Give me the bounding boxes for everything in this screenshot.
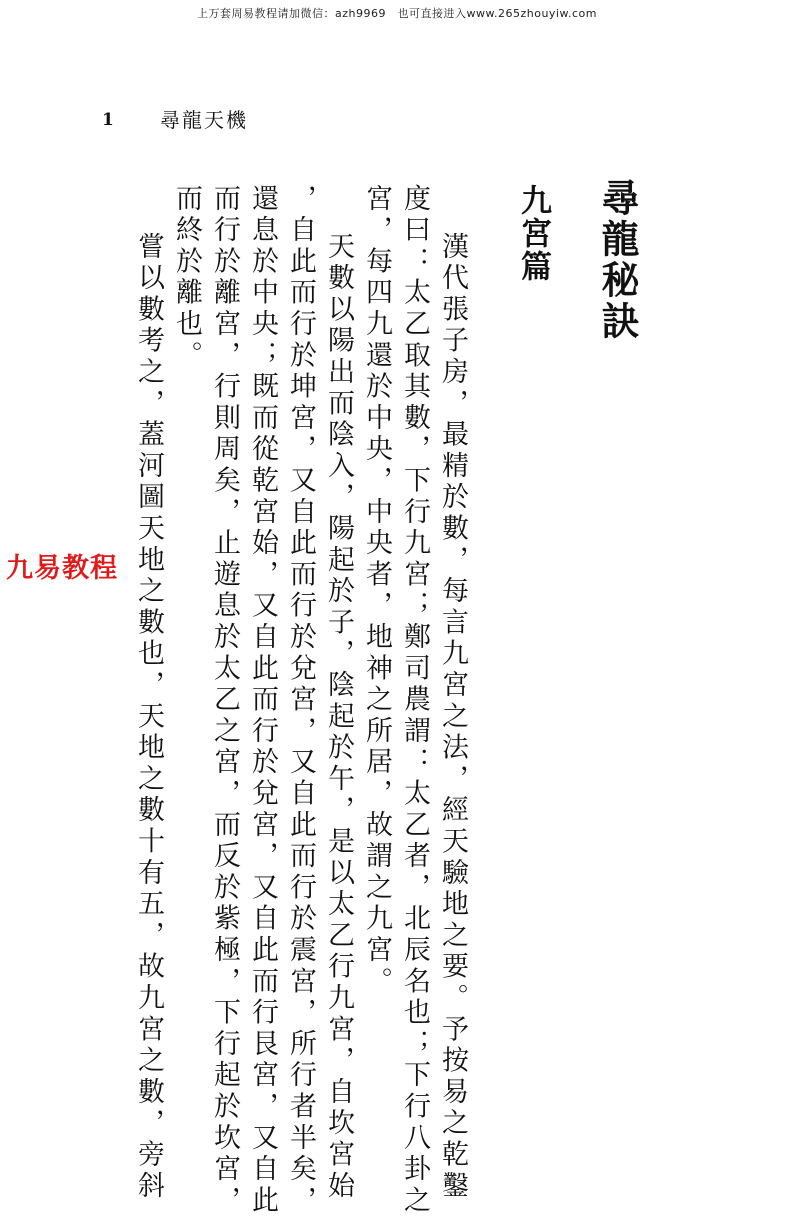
page-number: 1: [102, 110, 114, 130]
body-column-9: 嘗以數考之，蓋河圖天地之數也，天地之數十有五，故九宮之數，旁斜: [133, 232, 164, 1203]
body-column-6: 還息於中央；既而從乾宮始，又自此而行於兌宮，又自此而行艮宮，又自此: [247, 184, 278, 1217]
body-column-5: ，自此而行於坤宮，又自此而行於兌宮，又自此而行於震宮，所行者半矣，: [285, 184, 316, 1217]
running-title: 尋龍天機: [160, 108, 248, 132]
body-column-8: 而終於離也。: [171, 184, 202, 372]
book-title: 尋龍秘訣: [595, 178, 639, 342]
body-column-3: 宮，每四九還於中央，中央者，地神之所居，故謂之九宮。: [361, 184, 392, 998]
body-column-1: 漢代張子房，最精於數，每言九宮之法，經天驗地之要。予按易之乾鑿: [437, 232, 468, 1203]
top-banner: 上万套周易教程请加微信：azh9969 也可直接进入www.265zhouyiw.com: [197, 7, 597, 20]
body-column-2: 度曰：太乙取其數，下行九宮；鄭司農謂：太乙者，北辰名也；下行八卦之: [399, 184, 430, 1217]
watermark: 九易教程: [6, 546, 118, 585]
body-column-7: 而行於離宮，行則周矣，止遊息於太乙之宮，而反於紫極，下行起於坎宮，: [209, 184, 240, 1217]
section-title: 九宮篇: [515, 184, 551, 283]
body-column-4: 天數以陽出而陰入，陽起於子，陰起於午，是以太乙行九宮，自坎宮始: [323, 232, 354, 1203]
